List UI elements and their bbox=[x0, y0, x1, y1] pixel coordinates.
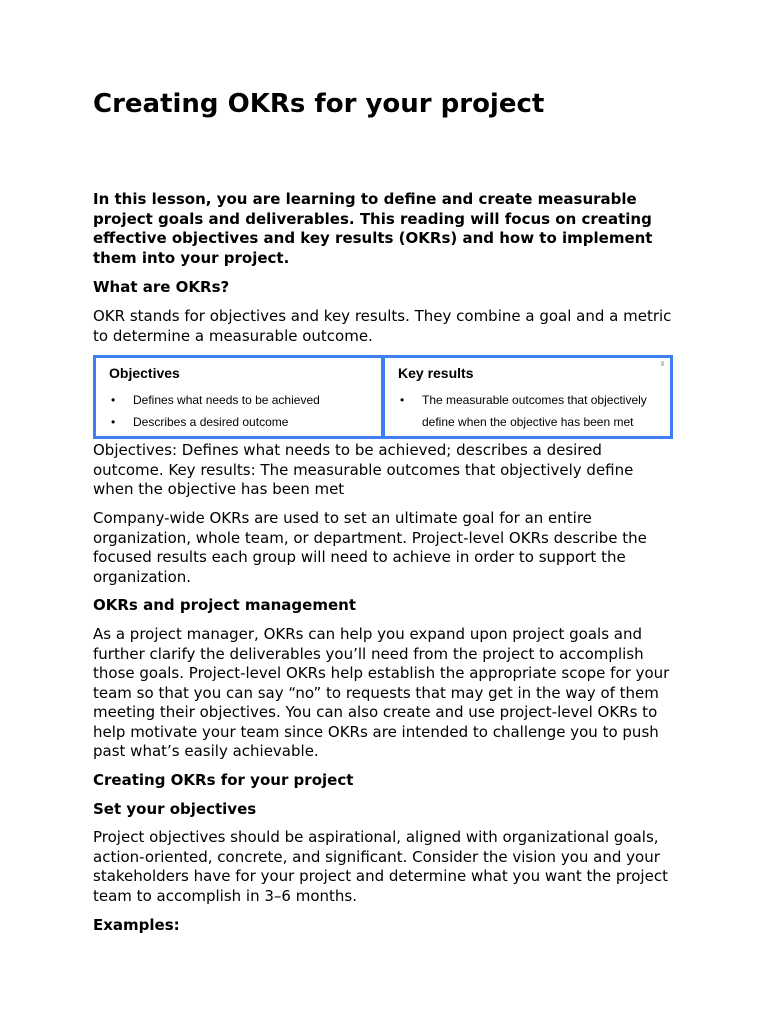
examples-heading: Examples: bbox=[93, 915, 180, 934]
figure-caption: Objectives: Defines what needs to be achieved; describes a desired outcome. Key results: The measurable outcomes that objectively define when the objective has been met bbox=[93, 441, 634, 499]
key-results-list bbox=[398, 389, 658, 433]
section-heading-creating-okrs: Creating OKRs for your project bbox=[93, 771, 354, 790]
key-results-item-continued: define when the objective has been met bbox=[422, 415, 634, 430]
key-results-column bbox=[385, 358, 670, 436]
objectives-title: Objectives bbox=[109, 365, 180, 382]
section-heading-set-objectives: Set your objectives bbox=[93, 799, 257, 818]
okrs-and-pm-paragraph: As a project manager, OKRs can help you expand upon project goals and further clarify the deliverables you’ll need from the project to accomplish those goals. Project-level OKRs help establish the appropriate scope for your team so that you can say “no” to requests that may get in the way of them meeting their objectives. You can also create and use project-level OKRs to help motivate your team since OKRs are intended to challenge you to push past what’s easily achievable. bbox=[93, 624, 670, 761]
document-content bbox=[93, 88, 677, 944]
objectives-item: • Defines what needs to be achieved bbox=[109, 389, 369, 411]
objectives-item: • Describes a desired outcome bbox=[109, 411, 369, 433]
section-heading-what-are-okrs: What are OKRs? bbox=[93, 278, 230, 297]
section-heading-okrs-and-pm: OKRs and project management bbox=[93, 596, 356, 615]
what-are-okrs-paragraph: OKR stands for objectives and key results. They combine a goal and a metric to determine a measurable outcome. bbox=[93, 306, 672, 345]
objectives-list bbox=[109, 389, 369, 433]
key-results-item: • The measurable outcomes that objectively bbox=[398, 389, 658, 411]
intro-paragraph: In this lesson, you are learning to define and create measurable project goals and deliverables. This reading will focus on creating effective objectives and key results (OKRs) and how to implement them into your project. bbox=[93, 190, 653, 267]
key-results-title: Key results bbox=[398, 365, 474, 382]
page-title: Creating OKRs for your project bbox=[93, 89, 545, 119]
scroll-indicator-icon bbox=[661, 361, 664, 366]
set-objectives-paragraph: Project objectives should be aspirational, aligned with organizational goals, action-oriented, concrete, and significant. Consider the vision you and your stakeholders have for your project and determine what you want the project team to accomplish in 3–6 months. bbox=[93, 828, 668, 906]
company-okrs-paragraph: Company-wide OKRs are used to set an ultimate goal for an entire organization, whole team, or department. Project-level OKRs describe the focused results each group will need to achieve in order to support the organization. bbox=[93, 508, 647, 586]
objectives-column bbox=[96, 358, 381, 436]
okr-diagram bbox=[93, 355, 673, 439]
